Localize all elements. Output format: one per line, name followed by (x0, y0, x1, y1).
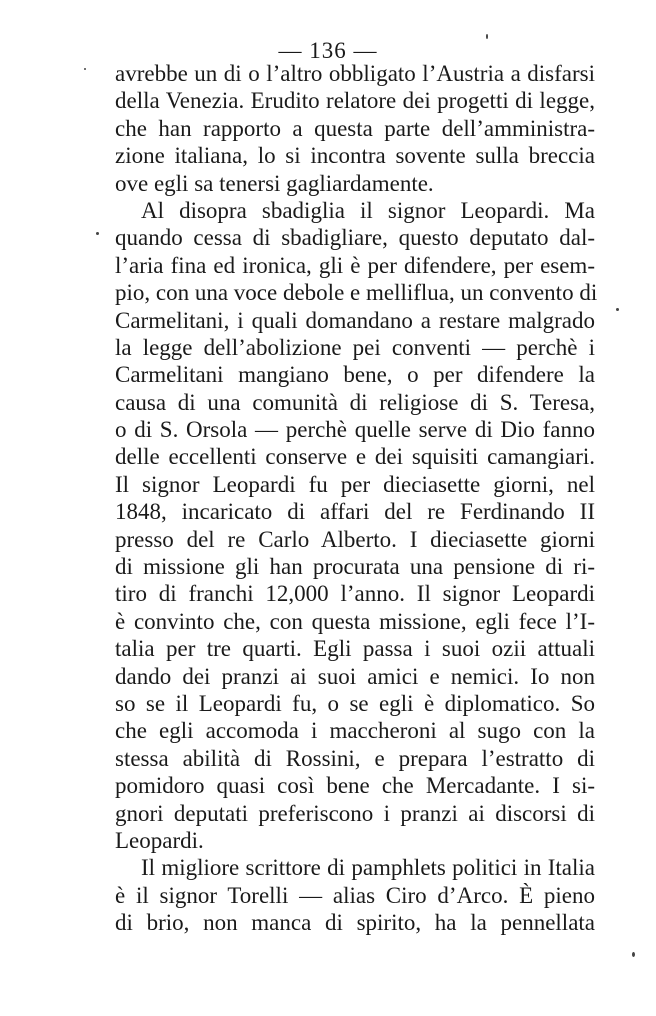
text-line: talia per tre quarti. Egli passa i suoi ozii attuali (115, 636, 595, 662)
text-line: è il signor Torelli — alias Ciro d’Arco. È pieno (115, 882, 595, 908)
text-line: che han rapporto a questa parte dell’amministra- (115, 115, 595, 141)
page-number: — 136 — (278, 38, 378, 63)
text-line: presso del re Carlo Alberto. I dieciasette giorni (115, 526, 595, 552)
text-line: o di S. Orsola — perchè quelle serve di Dio fanno (115, 417, 595, 443)
text-line: pomidoro quasi così bene che Mercadante. I si- (115, 773, 595, 799)
text-line: che egli accomoda i maccheroni al sugo con la (115, 718, 595, 744)
paper-speck (486, 34, 488, 39)
text-line: dando dei pranzi ai suoi amici e nemici. Io non (115, 663, 595, 689)
text-line: delle eccellenti conserve e dei squisiti camangiari. (115, 444, 595, 470)
text-line: della Venezia. Erudito relatore dei progetti di legge, (115, 88, 595, 114)
text-line: Il migliore scrittore di pamphlets politici in Italia (141, 855, 595, 881)
text-line: 1848, incaricato di affari del re Ferdinando II (115, 499, 595, 525)
text-line: quando cessa di sbadigliare, questo deputato dal- (115, 225, 595, 251)
text-line: Leopardi. (115, 827, 204, 853)
paper-speck (632, 952, 635, 957)
text-line: la legge dell’abolizione pei conventi — perchè i (115, 334, 595, 360)
text-line: gnori deputati preferiscono i pranzi ai discorsi di (115, 800, 595, 826)
text-line: di missione gli han procurata una pensione di ri- (115, 554, 595, 580)
text-line: ove egli sa tenersi gagliardamente. (115, 170, 434, 196)
text-line: avrebbe un di o l’altro obbligato l’Austria a disfarsi (115, 61, 595, 86)
text-line: Il signor Leopardi fu per dieciasette giorni, nel (115, 471, 595, 497)
text-line: è convinto che, con questa missione, egli fece l’I- (115, 608, 595, 634)
paper-speck (616, 308, 619, 311)
text-line: tiro di franchi 12,000 l’anno. Il signor Leopardi (115, 581, 595, 607)
text-line: Carmelitani, i quali domandano a restare malgrado (115, 307, 595, 333)
text-line: so se il Leopardi fu, o se egli è diplomatico. So (115, 690, 595, 716)
page-text (115, 60, 598, 937)
text-line: pio, con una voce debole e melliflua, un convento di (115, 280, 598, 306)
text-line: l’aria fina ed ironica, gli è per difendere, per esem- (115, 252, 595, 278)
text-line: Carmelitani mangiano bene, o per difendere la (115, 362, 595, 388)
paper-speck (96, 232, 99, 235)
text-line: stessa abilità di Rossini, e prepara l’estratto di (115, 745, 595, 771)
text-line: di brio, non manca di spirito, ha la pennellata (115, 910, 595, 936)
text-line: zione italiana, lo si incontra sovente sulla breccia (115, 143, 595, 169)
text-line: Al disopra sbadiglia il signor Leopardi. Ma (141, 197, 595, 223)
text-line: causa di una comunità di religiose di S. Teresa, (115, 389, 595, 415)
paper-speck (84, 68, 86, 70)
